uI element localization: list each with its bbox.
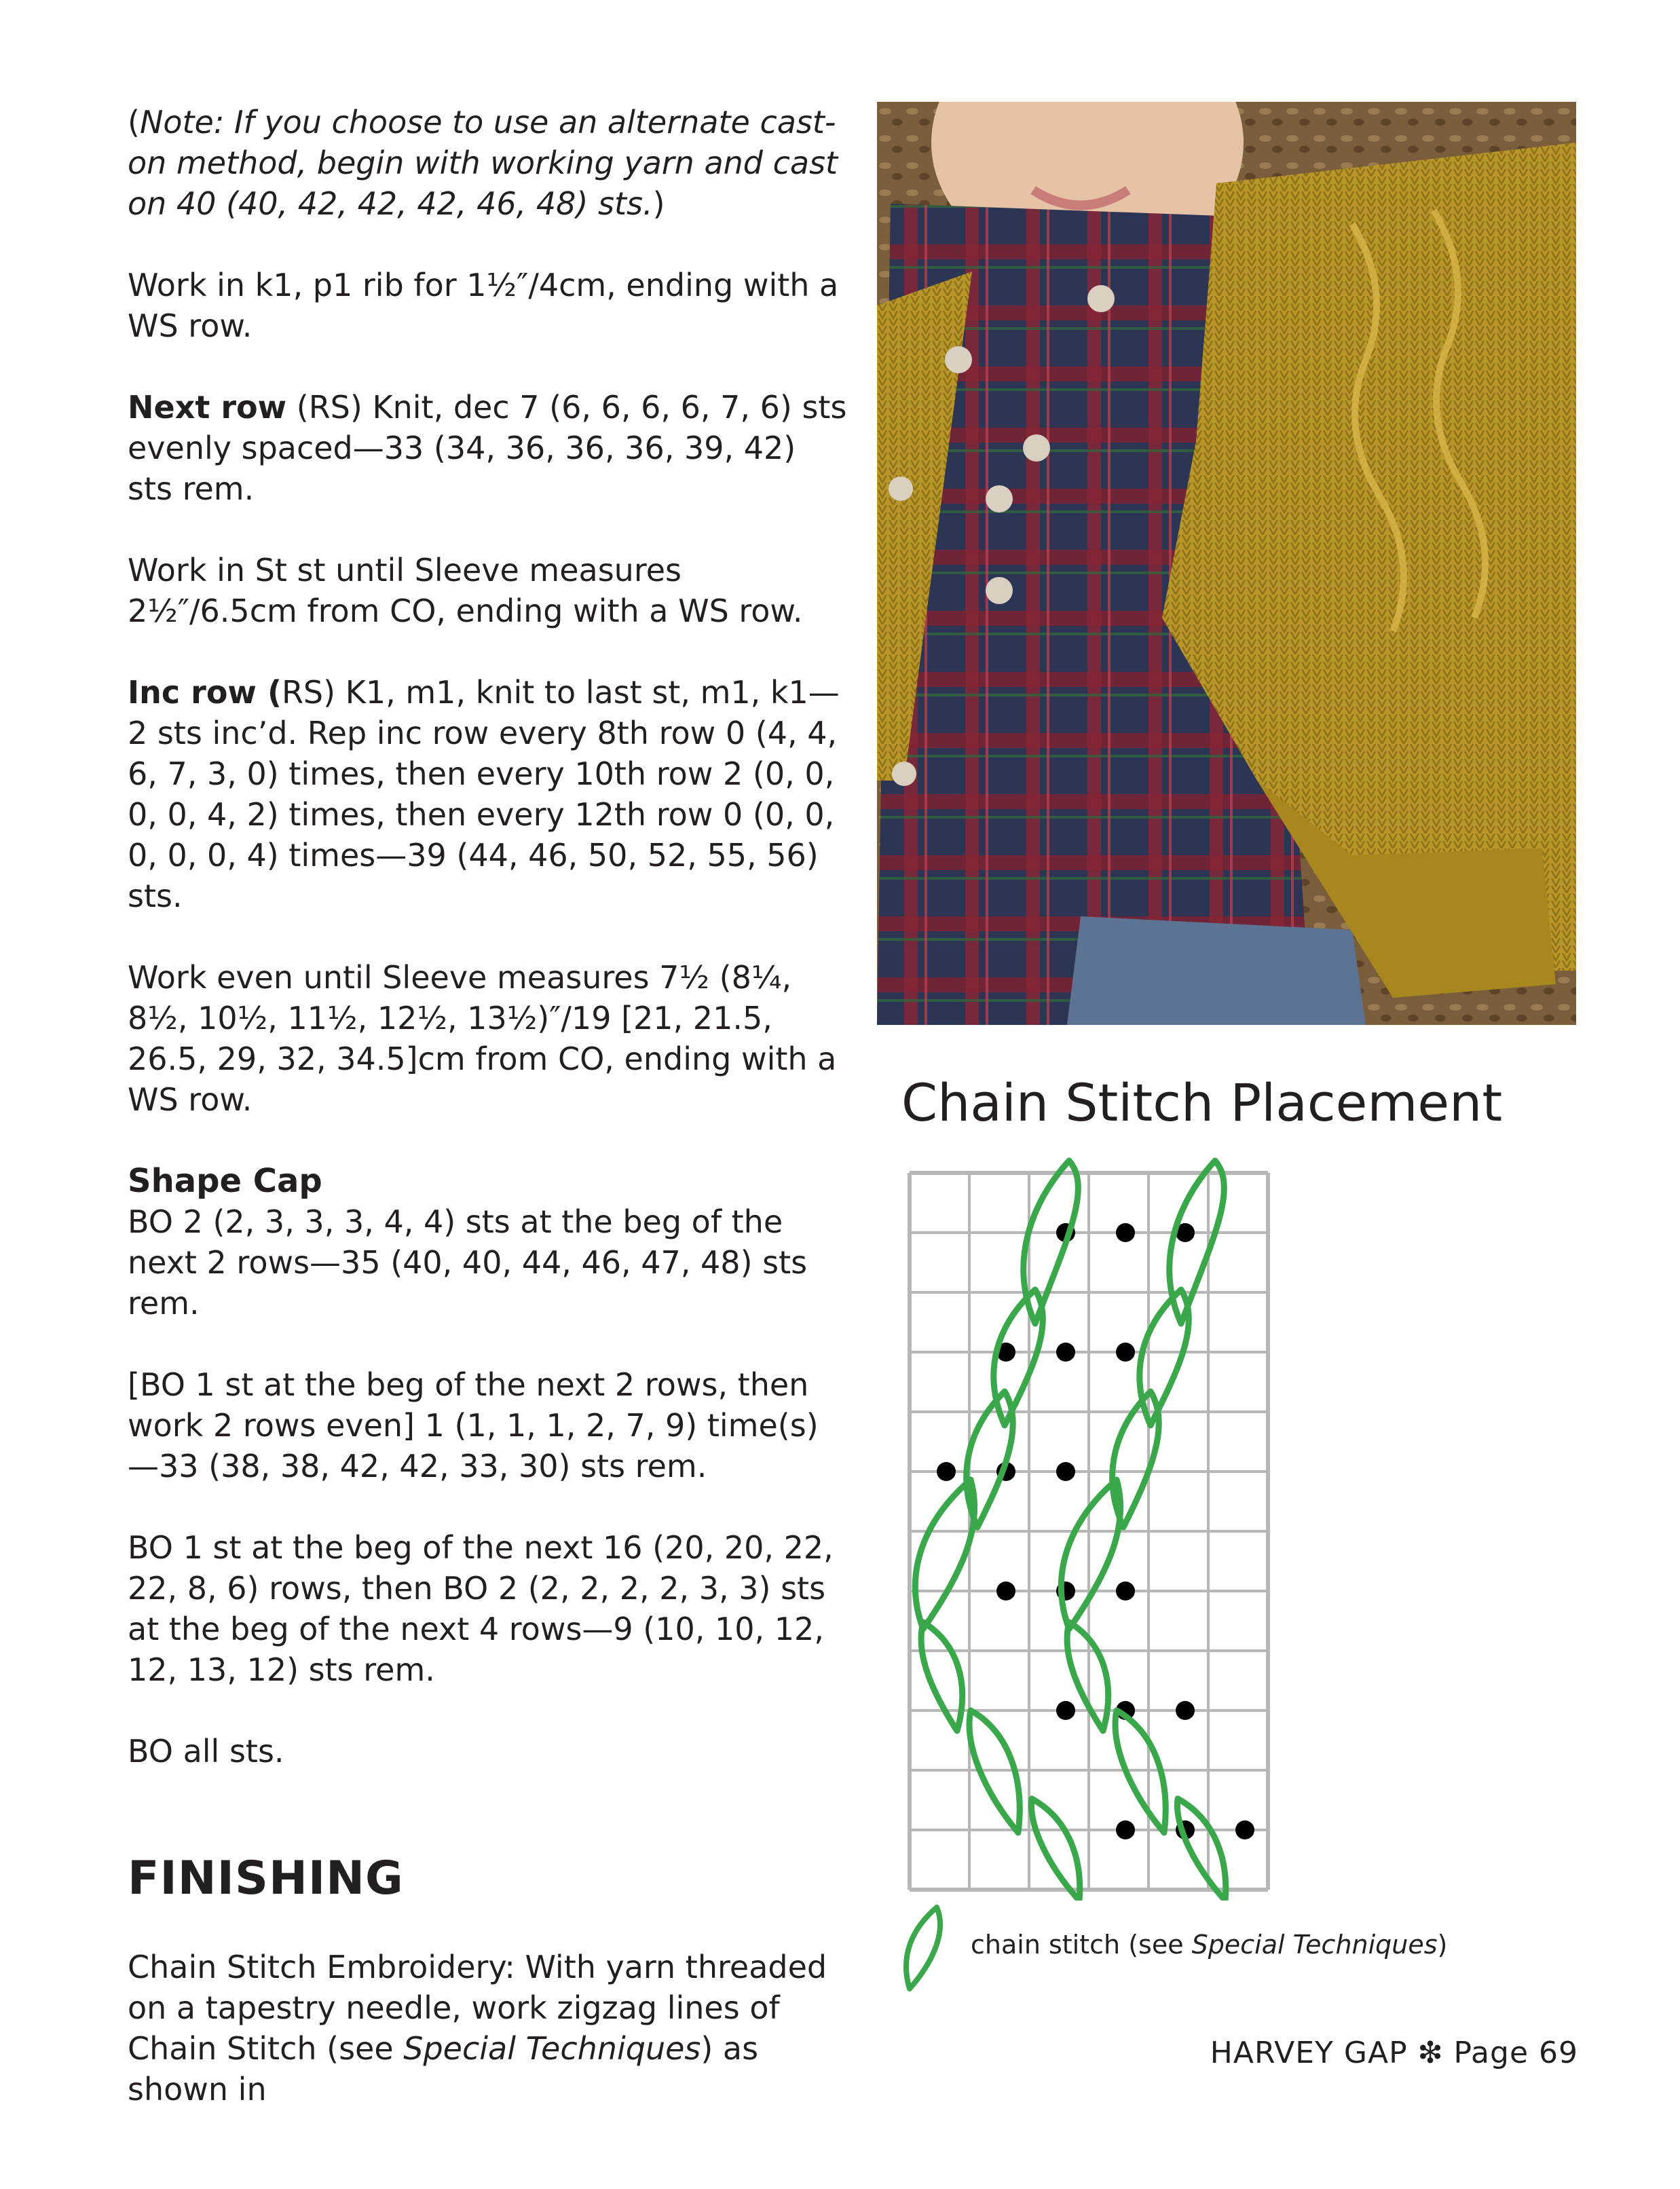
- note-text: Note: If you choose to use an alternate cast-on method, begin with working yarn and cast on 40 (40, 42, 42, 42, 46, 48) sts.: [128, 104, 838, 222]
- legend-label: [971, 1928, 1447, 1962]
- chain-stitch-loop: [1140, 1290, 1189, 1425]
- cast-on-note: [128, 102, 847, 224]
- footer-page-number: Page 69: [1453, 2036, 1578, 2070]
- page-footer: [1210, 2033, 1578, 2074]
- st-st-instruction: Work in St st until Sleeve measures 2½″/6.5cm from CO, ending with a WS row.: [128, 552, 803, 629]
- chain-stitch-loop: [1031, 1799, 1079, 1901]
- purl-dot: [1176, 1701, 1195, 1720]
- purl-dot: [1116, 1820, 1135, 1839]
- finishing-text-start: Chain Stitch Embroidery: With yarn threaded on a tapestry needle, work zigzag lines of Chain Stitch (see: [128, 1949, 827, 2067]
- chain-stitch-loop-icon: [896, 1901, 950, 1996]
- shape-cap-step-4: BO all sts.: [128, 1733, 284, 1770]
- footer-book-title: HARVEY GAP: [1210, 2036, 1408, 2070]
- shape-cap-heading: Shape Cap: [128, 1162, 322, 1200]
- next-row-label: Next row: [128, 389, 287, 426]
- shape-cap-step-2: [BO 1 st at the beg of the next 2 rows, then work 2 rows even] 1 (1, 1, 1, 2, 7, 9) time(s)—33 (38, 38, 42, 42, 33, 30) sts rem.: [128, 1366, 819, 1484]
- shape-cap-step-1: BO 2 (2, 3, 3, 3, 4, 4) sts at the beg of the next 2 rows—35 (40, 40, 44, 46, 47, 48) sts rem.: [128, 1203, 808, 1322]
- chart-svg: [896, 1147, 1303, 1901]
- finishing-text-italic: Special Techniques: [403, 2030, 701, 2067]
- legend-text-end: ): [1437, 1930, 1448, 1960]
- child-in-cardigan-photo: [877, 102, 1576, 1025]
- next-row-instruction: [128, 387, 847, 509]
- chain-stitch-loop: [1177, 1799, 1225, 1901]
- chain-stitch-loop: [1024, 1161, 1079, 1324]
- chain-stitch-loop: [921, 1622, 963, 1731]
- inc-row-text: RS) K1, m1, knit to last st, m1, k1—2 sts inc’d. Rep inc row every 8th row 0 (4, 4, 6, 7, 3, 0) times, then every 10th row 2 (0, 0, 0, 0, 4, 2) times, then every 12th row 0 (0, 0, 0, 0, 0, 4) times—39 (44, 46, 50, 52, 55, 56) sts.: [128, 674, 840, 914]
- chain-stitch-chart: [896, 1147, 1303, 1903]
- purl-dot: [1056, 1343, 1075, 1362]
- next-row-text: (RS) Knit, dec 7 (6, 6, 6, 6, 7, 6) sts evenly spaced—33 (34, 36, 36, 36, 39, 42) sts rem.: [128, 389, 847, 507]
- chain-stitch-loop: [915, 1480, 974, 1629]
- finishing-heading: FINISHING: [128, 1852, 404, 1905]
- purl-dot: [996, 1582, 1015, 1601]
- finishing-text-end: ) as shown in: [128, 2030, 759, 2108]
- work-even-instruction: Work even until Sleeve measures 7½ (8¼, 8½, 10½, 11½, 12½, 13½)″/19 [21, 21.5, 26.5, 29, 32, 34.5]cm from CO, ending with a WS row.: [128, 959, 837, 1118]
- chart-legend: [896, 1901, 1507, 1996]
- inc-row-label: Inc row (: [128, 674, 282, 711]
- finishing-text: [128, 1947, 847, 2110]
- legend-text-italic: Special Techniques: [1191, 1930, 1438, 1960]
- photo-illustration: [877, 102, 1576, 1025]
- rib-instruction: Work in k1, p1 rib for 1½″/4cm, ending with a WS row.: [128, 267, 839, 344]
- legend-text-start: chain stitch (see: [971, 1930, 1192, 1960]
- chart-grid: [910, 1173, 1268, 1890]
- note-open-paren: (: [128, 104, 140, 141]
- purl-dot: [1056, 1701, 1075, 1720]
- chart-title: Chain Stitch Placement: [901, 1072, 1503, 1133]
- note-close-paren: ): [652, 185, 665, 222]
- purl-dot: [937, 1462, 956, 1481]
- instructions-column: [128, 102, 847, 2110]
- purl-dot: [1116, 1223, 1135, 1242]
- inc-row-instruction: [128, 672, 847, 916]
- purl-dot: [1116, 1343, 1135, 1362]
- purl-dot: [1116, 1582, 1135, 1601]
- purl-dot: [1056, 1462, 1075, 1481]
- footer-ornament-icon: ❇: [1417, 2036, 1444, 2070]
- chain-stitch-loop: [1170, 1161, 1225, 1324]
- shape-cap-step-3: BO 1 st at the beg of the next 16 (20, 20, 22, 22, 8, 6) rows, then BO 2 (2, 2, 2, 2, 3, 3) sts at the beg of the next 4 rows—9 (10, 10, 12, 12, 13, 12) sts rem.: [128, 1529, 834, 1688]
- purl-dot: [1235, 1820, 1254, 1839]
- chain-stitch-loop: [1061, 1480, 1120, 1629]
